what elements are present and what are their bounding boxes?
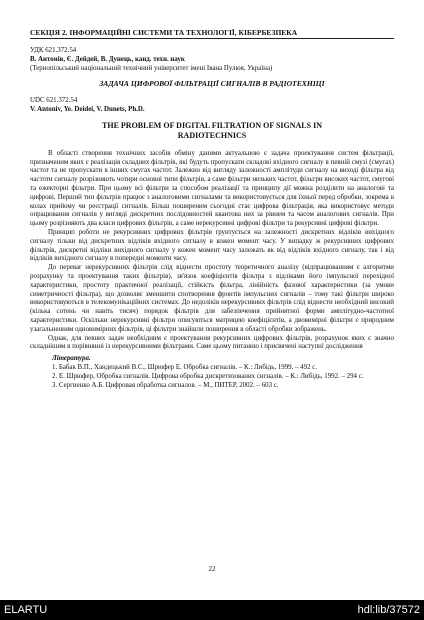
- page-number: 22: [208, 565, 216, 573]
- udc-en: UDC 621.372.54: [30, 97, 78, 105]
- title-en: THE PROBLEM OF DIGITAL FILTRATION OF SIGNALS IN RADIOTECHNICS: [102, 120, 322, 140]
- paragraph-advantages: До переваг нерекурсивних фільтрів слід віднести простоту теоретичного аналізу (відпрацюванням є алгоритми розрахунку та проектування таких фільтрів), зв'язок коефіцієнтів фільтра з відліками його імпульсної перехідної характеристики, простоту практичної реалізації, стійкість фільтра, лінійність фазової характеристики (за умови симетричності фільтра), що дозволяє зменшити спотворення фронтів імпульсних сигналів – тому такі фільтри широко використовуються в телекомунікаційних системах. До недоліків нерекурсивних фільтрів слід віднести необхідний високий (кілька сотень чи навіть тисяч) порядок фільтрів для забезпечення прийнятної форми амплітудно-частотної характеристики. Оскільки нерекурсивні фільтри описуються матрицею коефіцієнтів, а двовимірні фільтри є природним узагальненням одновимірних фільтрів, ці фільтри знайшли поширення в області обробки зображень.: [30, 264, 394, 333]
- authors-ua: В. Антонів, Є. Дейдей, В. Дунець, канд. техн. наук: [30, 55, 185, 63]
- footer-bar: [0, 600, 424, 620]
- paragraph-intro: В області створення технічних засобів обміну даними актуальною є задача проектування систем фільтрації, призначеним яких є реалізація складних фільтрів, які будуть пропускати складові вхідного сигналу в певній смузі (смугах) частот та не пропускати в інших смугах частот. Залежно від вигляду залежності амплітуди сигналу на виході фільтра від частоти сигналу розрізняють чотири основні типи фільтрів, а саме фільтри низьких частот, фільтри високих частот, смугові та ежекторні фільтри. При цьому всі фільтри за способом реалізації та принципу дії можна розділити на аналогові та цифрові. Перший тип фільтрів працює з аналоговими сигналами та використовується для їхньої перед обробки, зокрема в колах прийому чи реєстрації сигналів. Більш поширеним сьогодні стає цифрова фільтрація, яка використовує методи опрацювання сигналів у вигляді дискретних послідовностей квантова них за рівнем та часом аналогових сигналів. При цьому розрізняють два класи цифрових фільтрів, а саме нерекурсивні цифрові фільтри та рекурсивні цифрові фільтри.: [30, 149, 394, 228]
- reference-item: 1. Бабак В.П., Хандецький В.С., Шрюфер Е. Обробка сигналів. – К.: Либідь, 1999. – 492 с.: [52, 363, 318, 371]
- udc-ua: УДК 621.372.54: [30, 47, 77, 54]
- authors-en: V. Antoniv, Ye. Deidei, V. Dunets, Ph.D.: [30, 105, 145, 113]
- handle-id: hdl:lib/37572: [357, 604, 420, 616]
- repository-name: ELARTU: [4, 604, 48, 616]
- section-header: СЕКЦІЯ 2. ІНФОРМАЦІЙНІ СИСТЕМИ ТА ТЕХНОЛОГІЇ, КІБЕРБЕЗПЕКА: [30, 28, 394, 39]
- reference-item: 2. Е. Шрюфер, Обробка сигналів. Цифрова обробка дискретизованих сигналів. – К.: Либідь, 1992. – 294 с.: [52, 372, 364, 380]
- page-content: [30, 28, 394, 390]
- paragraph-conclusion: Однак, для певних задач необхідним є проектування рекурсивних цифрових фільтрів, розрахунок яких є значно складнішим в порівнянні із нерекурсивними фільтрами. Саме цьому питанню і присвячені наступні дослідження: [30, 334, 394, 351]
- paragraph-principle: Принцип роботи не рекурсивних цифрових фільтрів ґрунтується на залежності дискретних відліків вихідного сигналу тільки від дискретних відліків вхідного сигналу в кожен момент часу. У випадку ж рекурсивних цифрових фільтрів, дискретні відліки вихідного сигналу у кожен момент часу залежать як від відліків вхідного сигналу, так і від відліків вихідного сигналу в попередні моменти часу.: [30, 228, 394, 263]
- title-ua: ЗАДАЧА ЦИФРОВОЇ ФІЛЬТРАЦІЇ СИГНАЛІВ В РАДІОТЕХНІЦІ: [99, 79, 325, 89]
- references-title: Література.: [52, 355, 91, 363]
- reference-item: 3. Сергиенко А.Б. Цифровая обработка сигналов. – М., ПИТЕР, 2002. – 603 с.: [52, 381, 279, 389]
- affiliation-ua: (Тернопільський національний технічний університет імені Івана Пулюя, Україна): [30, 64, 273, 72]
